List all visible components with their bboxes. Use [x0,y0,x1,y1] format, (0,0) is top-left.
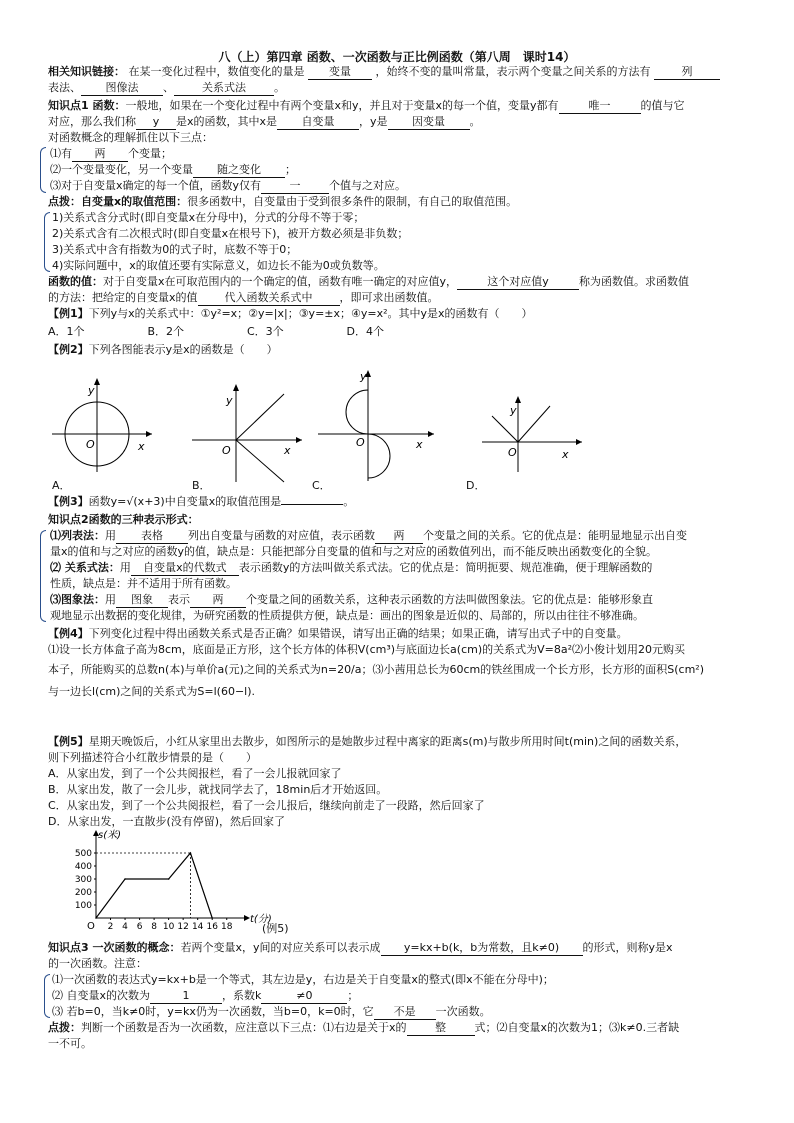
k3-line-2: 的一次函数。注意： [48,957,147,970]
k2-b-2: 用 [119,561,131,574]
fv-text-3: 的方法：把给定的自变量x的值 [48,291,198,304]
fig-d-origin: O [508,446,517,459]
data-point [211,917,213,919]
k2-c-label: ⑶图象法： [50,593,105,606]
dp3-label: 点拨： [48,1021,81,1034]
x-tick-label: 8 [151,922,157,932]
y-tick-label: 500 [74,849,92,859]
k1-p2-blank: 随之变化 [193,162,285,178]
ex5-question [48,734,750,749]
k1-p1-a: ⑴有 [50,147,72,160]
fig-a-y-label: y [88,384,95,397]
dp1-text: 很多函数中，自变量由于受到很多条件的限制，有自己的取值范围。 [187,195,518,208]
ex5-option-a[interactable]: A．从家出发，到了一个公共阅报栏，看了一会儿报就回家了 [48,767,342,780]
fv-blank-1: 这个对应值y [457,274,579,290]
k2-a-blank-two: 两 [375,528,423,544]
fig-a-origin: O [86,438,95,451]
k3-note-3 [52,1004,750,1020]
intro-text-1: 在某一变化过程中，数值变化的量是 [128,65,305,78]
ex1-question [48,306,750,321]
ex1-option-b[interactable]: B．2个 [147,325,185,338]
k3-text-2: 的形式，则称y是x [582,941,673,954]
y-tick-label: 300 [74,875,92,885]
k3-text-1: 若两个变量x，y间的对应关系可以表示成 [180,941,381,954]
k2-b-4: 表示函数y的方法叫做关系式法。它的优点是：简明扼要、规范准确，便于理解函数的 [238,561,653,574]
dp1-label: 点拨：自变量x的取值范围： [48,195,188,208]
ex5-chart [60,828,272,943]
k2-b-blank: 自变量x的代数式 [131,560,239,576]
figure-b-svg [192,372,302,482]
k1-p2-c: ； [285,163,296,176]
k3-blank-form: y=kx+b(k，b为常数，且k≠0) [381,940,583,956]
intro-blank-formula: 关系式法 [174,80,274,96]
ex2-option-d[interactable]: D． [466,479,486,492]
intro-sep: 、 [70,81,81,94]
x-tick-label: 12 [177,922,189,932]
ex2-option-a[interactable]: A． [52,479,71,492]
fv-text-4: ，即可求出函数值。 [339,291,439,304]
x-tick-label: 6 [136,922,143,932]
ex1-option-a[interactable]: A．1个 [48,325,85,338]
k3-n2-blank-2: ≠0 [261,988,347,1004]
ex4-line-3: 本子，所能购买的总数n(本)与单价a(元)之间的关系式为n=20/a；⑶小茜用总长为60cm的铁丝围成一个长方形，长方形的面积S(cm²) [48,663,705,676]
x-axis-label: t(分) [250,914,272,925]
k1-label: 知识点1 函数： [48,99,126,112]
k2-title [48,512,750,527]
k1-line-1 [48,98,750,114]
ex1-label: 【例1】 [48,307,89,320]
k1-blank-unique: 唯一 [559,98,641,114]
ex3-answer-blank[interactable] [281,504,343,505]
fv-text-1: 对于自变量x在可取范围内的一个确定的值，函数有唯一确定的对应值y， [103,275,458,288]
k2-a-label: ⑴列表法： [50,529,105,542]
figure-d-svg [482,392,582,472]
k1-text-5: ，y是 [359,115,388,128]
ex5-line-2: 则下列描述符合小红散步情景的是（ ） [48,751,257,764]
k3-n2-c: ，系数k [222,989,262,1002]
dp3-text-2: 式；⑵自变量x的次数为1；⑶k≠0.三者缺 [474,1021,680,1034]
ex5-text-1: 星期天晚饭后，小红从家里出去散步，如图所示的是她散步过程中离家的距离s(m)与散步所用时间t(min)之间的函数关系， [88,735,687,748]
k1-p3-a: ⑶对于自变量x确定的每一个值，函数y仅有 [50,179,262,192]
ex3-label: 【例3】 [48,495,89,508]
k3-line-1 [48,940,750,956]
fig-c-y-label: y [360,370,367,383]
k1-p1-c: 个变量； [128,147,172,160]
k3-n2-blank-1: 1 [150,988,222,1004]
k2-c-line-2: 观地显示出数据的变化规律，为研究函数的性质提供方便，缺点是：画出的图象是近似的、局部的，所以由往往不够准确。 [50,609,644,622]
fv-line-1 [48,274,750,290]
ex2-figure-d [482,392,582,475]
k1-text-2: 的值与它 [640,99,685,112]
k1-text-4: 是x的函数，其中x是 [176,115,278,128]
intro-line-2 [48,80,750,96]
k3-n2-e: ； [347,989,359,1002]
fig-d-y-label: y [510,404,517,417]
ex4-text-1: 下列变化过程中得出函数关系式是否正确？如果错误，请写出正确的结果；如果正确，请写出式子中的自变量。 [88,627,628,640]
data-point [168,878,170,880]
ex3-question [48,494,750,509]
ex4-line-4: 与一边长l(cm)之间的关系式为S=l(60−l). [48,685,256,698]
ex4-line-2: ⑴设一长方体盒子高为8cm，底面是正方形，这个长方体的体积V(cm³)与底面边长a(cm)的关系式为V=8a²⑵小俊计划用20元购买 [48,643,686,656]
intro-blank-list: 列 [654,64,720,80]
fv-blank-2: 代入函数关系式中 [198,290,340,306]
k2-label: 知识点2函数的三种表示形式： [48,513,199,526]
ex1-option-d[interactable]: D．4个 [346,325,384,338]
ex5-option-d[interactable]: D．从家出发，一直散步(没有停留)，然后回家了 [48,815,286,828]
fig-a-x-label: x [138,440,145,453]
fig-c-origin: O [356,436,365,449]
intro-sep-2: 、 [163,81,174,94]
k1-p1-blank: 两 [72,146,128,162]
y-axis-label: s(米) [98,830,122,841]
ex3-end: 。 [343,495,355,508]
k1-line-2 [48,114,750,130]
k3-n3-blank: 不是 [374,1004,436,1020]
k2-a-2: 用 [105,529,116,542]
ex3-text: 函数y=√(x+3)中自变量x的取值范围是 [88,495,282,508]
x-tick-label: 4 [122,922,128,932]
ex2-figure-a [52,372,152,475]
ex2-figure-c [318,366,438,484]
k3-label: 知识点3 一次函数的概念： [48,941,181,954]
k2-a-line-2: 量x的值和与之对应的函数y的值，缺点是：只能把部分自变量的值和与之对应的函数值列出，而不能反映出函数变化的全貌。 [50,545,658,558]
dp1-item-2: 2)关系式含有二次根式时(即自变量x在根号下)，被开方数必须是非负数； [52,227,409,240]
ex1-text: 下列y与x的关系式中：①y²=x；②y=|x|；③y=±x；④y=x²。其中y是x的函数有（ ） [88,307,533,320]
intro-blank-variable: 变量 [308,64,372,80]
y-tick-label: 100 [74,901,92,911]
dp3-line-1 [48,1020,750,1036]
fig-d-x-label: x [562,448,569,461]
dp3-blank: 整 [407,1020,475,1036]
x-tick-label: 18 [221,922,233,932]
ex5-chart-svg [60,828,272,940]
x-tick-label: 2 [107,922,114,932]
k2-c-4: 表示 [168,593,190,606]
dp1-item-3: 3)关系式中含有指数为0的式子时，底数不等于0； [52,243,298,256]
k1-point-3 [50,178,750,194]
k2-c-blank-graph: 图象 [116,592,168,608]
fv-label: 函数的值： [48,275,103,288]
k3-note-1: ⑴一次函数的表达式y=kx+b是一个等式，其左边是y，右边是关于自变量x的整式(即x不能在分母中)； [52,973,554,986]
k2-b-line-2: 性质，缺点是：并不适用于所有函数。 [50,577,237,590]
intro-blank-graph: 图像法 [81,80,163,96]
ex5-label: 【例5】 [48,735,89,748]
fig-b-x-label: x [284,444,291,457]
k1-point-1 [50,146,750,162]
ex5-option-c[interactable]: C．从家出发，到了一个公共阅报栏，看了一会儿报后，继续向前走了一段路，然后回家了 [48,799,485,812]
k2-a-4: 列出自变量与函数的对应值，表示函数 [188,529,375,542]
intro-end: 。 [274,81,285,94]
x-tick-label: 14 [191,922,204,932]
figure-c-svg [318,366,438,481]
dp1-line [48,194,750,209]
brace-k2 [40,530,46,622]
ex2-question [48,342,750,357]
fig-c-x-label: x [416,438,423,451]
ex2-figure-b [192,372,302,485]
k2-c-line-1 [50,592,750,608]
ex4-label: 【例4】 [48,627,89,640]
k2-b-label: ⑵ 关系式法： [50,561,120,574]
brace-k1 [40,147,46,193]
intro-line-1 [48,64,750,80]
y-tick-label: 200 [74,888,92,898]
brace-dp1 [44,212,50,272]
series-line [96,853,212,918]
dp1-item-4: 4)实际问题中，x的取值还要有实际意义，如边长不能为0或负数等。 [52,259,385,272]
k2-c-6: 个变量之间的函数关系，这种表示函数的方法叫做图象法。它的优点是：能够形象直 [246,593,653,606]
x-tick-label: 16 [206,922,218,932]
dp3-line-2: 一不可。 [48,1037,92,1050]
k3-n3-a: ⑶ 若b=0，当k≠0时，y=kx仍为一次函数，当b=0，k=0时，它 [52,1005,374,1018]
k1-point-2 [50,162,750,178]
data-point [190,852,192,854]
ex2-option-b[interactable]: B． [192,479,211,492]
fig-b-y-label: y [226,394,233,407]
k3-n3-c: 一次函数。 [435,1005,491,1018]
origin-label: O [87,921,95,932]
k3-note-2 [52,988,750,1004]
figure-a-svg [52,372,152,472]
dp3-text-1: 判断一个函数是否为一次函数，应注意以下三点：⑴右边是关于x的 [81,1021,407,1034]
k1-blank-dependent: 因变量 [388,114,470,130]
k3-n2-a: ⑵ 自变量x的次数为 [52,989,151,1002]
dp1-item-1: 1)关系式含分式时(即自变量x在分母中)，分式的分母不等于零； [52,211,365,224]
data-point [95,917,97,919]
ex1-options [48,324,750,339]
fv-line-2 [48,290,750,306]
k1-p3-blank: 一 [261,178,329,194]
k2-a-blank-table: 表格 [116,528,188,544]
fv-text-2: 称为函数值。求函数值 [579,275,690,288]
fig-b-origin: O [222,444,231,457]
k1-line-3: 对函数概念的理解抓住以下三点： [48,131,213,144]
k1-p3-c: 个值与之对应。 [329,179,407,192]
brace-k3 [44,974,50,1018]
k2-a-6: 个变量之间的关系。它的优点是：能明显地显示出自变 [423,529,687,542]
intro-label: 相关知识链接： [48,65,125,78]
y-tick-label: 400 [74,862,92,872]
intro-line2-start: 表法 [48,81,70,94]
k1-blank-independent: 自变量 [277,114,359,130]
k2-b-line-1 [50,560,750,576]
ex1-option-c[interactable]: C．3个 [247,325,284,338]
ex2-text: 下列各图能表示y是x的函数是（ ） [88,343,278,356]
ex2-option-c[interactable]: C． [312,479,331,492]
k2-c-blank-two: 两 [190,592,246,608]
k2-c-2: 用 [105,593,116,606]
k1-text-3: 对应，那么我们称 [48,115,136,128]
ex4-question [48,626,750,641]
ex5-option-b[interactable]: B．从家出发，散了一会儿步，就找同学去了，18min后才开始返回。 [48,783,388,796]
x-tick-label: 10 [162,922,175,932]
k1-p2-a: ⑵一个变量变化，另一个变量 [50,163,193,176]
k2-a-line-1 [50,528,750,544]
intro-text-2: ，始终不变的量叫常量，表示两个变量之间关系的方法有 [375,65,651,78]
ex2-label: 【例2】 [48,343,89,356]
k1-text-1: 一般地，如果在一个变化过程中有两个变量x和y，并且对于变量x的每一个值，变量y都有 [125,99,559,112]
page-title: 八（上）第四章 函数、一次函数与正比例函数（第八周 课时14） [218,50,576,64]
k1-blank-y: y [136,114,176,130]
k1-text-6: 。 [469,115,481,128]
data-point [124,878,126,880]
ex5-caption: (例5) [262,922,289,935]
